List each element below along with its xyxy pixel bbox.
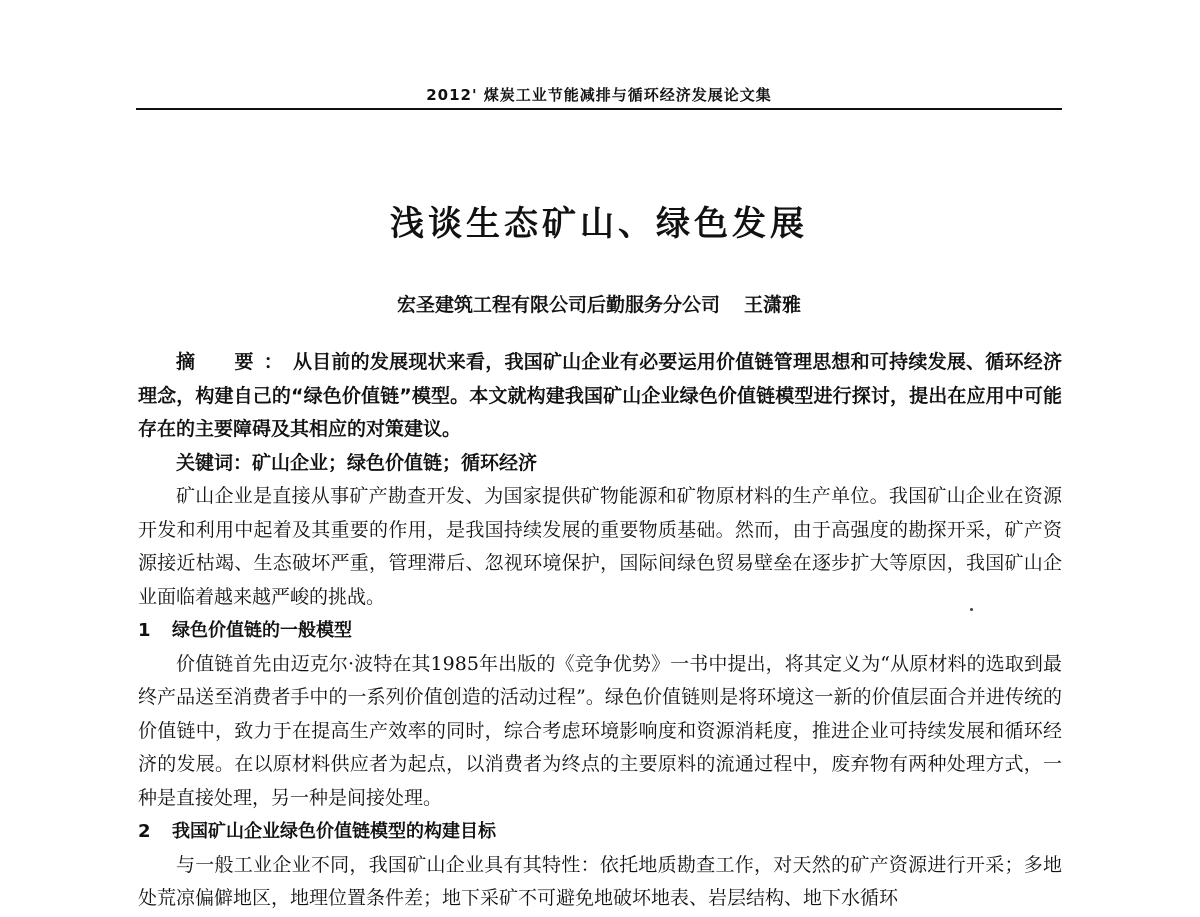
section-paragraph-1: 价值链首先由迈克尔·波特在其1985年出版的《竞争优势》一书中提出，将其定义为“从原材料的选取到最终产品送至消费者手中的一系列价值创造的活动过程”。绿色价值链则是将环境这一新的价值层面合并进传统的价值链中，致力于在提高生产效率的同时，综合考虑环境影响度和资源消耗度，推进企业可持续发展和循环经济的发展。在以原材料供应者为起点，以消费者为终点的主要原料的流通过程中，废弃物有两种处理方式，一种是直接处理，另一种是间接处理。 xyxy=(138,652,1062,809)
author-name: 王潇雅 xyxy=(744,294,802,316)
header-rule xyxy=(136,108,1062,110)
author-line xyxy=(136,290,1062,317)
author-affiliation: 宏圣建筑工程有限公司后勤服务分公司 xyxy=(396,294,720,316)
keywords-label: 关键词： xyxy=(176,451,253,474)
abstract-text: 从目前的发展现状来看，我国矿山企业有必要运用价值链管理思想和可持续发展、循环经济理念，构建自己的“绿色价值链”模型。本文就构建我国矿山企业绿色价值链模型进行探讨，提出在应用中可能存在的主要障碍及其相应的对策建议。 xyxy=(138,351,1062,440)
keywords-text: 矿山企业；绿色价值链；循环经济 xyxy=(252,451,538,474)
paper-body xyxy=(138,346,1062,916)
section-heading-2 xyxy=(138,815,1062,849)
section-title: 我国矿山企业绿色价值链模型的构建目标 xyxy=(172,821,496,842)
paper-title: 浅谈生态矿山、绿色发展 xyxy=(390,204,808,244)
running-head: 2012' 煤炭工业节能减排与循环经济发展论文集 xyxy=(426,86,772,104)
section-number: 1 xyxy=(138,620,151,641)
section-heading-1 xyxy=(138,614,1062,648)
intro-paragraph: 矿山企业是直接从事矿产勘查开发、为国家提供矿物能源和矿物原材料的生产单位。我国矿山企业在资源开发和利用中起着及其重要的作用，是我国持续发展的重要物质基础。然而，由于高强度的勘探开采，矿产资源接近枯竭、生态破坏严重，管理滞后、忽视环境保护，国际间绿色贸易壁垒在逐步扩大等原因，我国矿山企业面临着越来越严峻的挑战。 xyxy=(138,485,1062,608)
section-paragraph-2: 与一般工业企业不同，我国矿山企业具有其特性：依托地质勘查工作，对天然的矿产资源进行开采；多地处荒凉偏僻地区，地理位置条件差；地下采矿不可避免地破坏地表、岩层结构、地下水循环 xyxy=(138,853,1062,909)
abstract-label: 摘 要： xyxy=(176,351,293,373)
section-title: 绿色价值链的一般模型 xyxy=(172,620,352,641)
section-number: 2 xyxy=(138,821,151,842)
keywords xyxy=(138,447,1062,481)
abstract xyxy=(138,346,1062,447)
scan-speck xyxy=(970,608,973,611)
